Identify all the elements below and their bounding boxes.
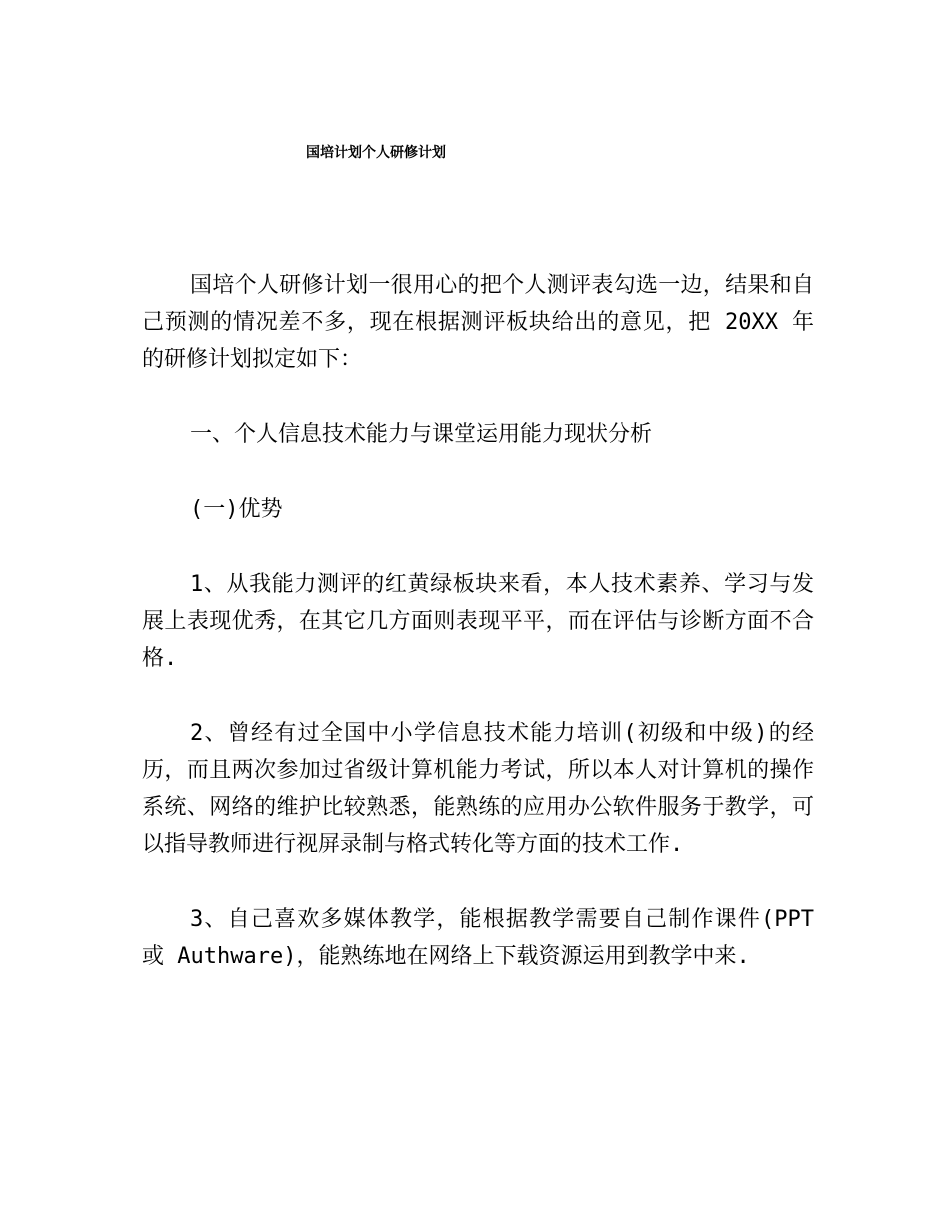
document-body xyxy=(142,267,814,1013)
section-heading: 一、个人信息技术能力与课堂运用能力现状分析 xyxy=(190,422,653,447)
paragraph-item-2: 2、曾经有过全国中小学信息技术能力培训(初级和中级)的经历，而且两次参加过省级计算机能力考试，所以本人对计算机的操作系统、网络的维护比较熟悉，能熟练的应用办公软件服务于教学，可以指导教师进行视屏录制与格式转化等方面的技术工作. xyxy=(142,721,814,857)
document-title: 国培计划个人研修计划 xyxy=(306,145,446,161)
paragraph-item-1: 1、从我能力测评的红黄绿板块来看，本人技术素养、学习与发展上表现优秀，在其它几方面则表现平平，而在评估与诊断方面不合格. xyxy=(142,572,814,671)
subsection-heading: (一)优势 xyxy=(190,497,283,522)
paragraph-intro: 国培个人研修计划一很用心的把个人测评表勾选一边，结果和自己预测的情况差不多，现在根据测评板块给出的意见，把 20XX 年的研修计划拟定如下： xyxy=(142,273,814,372)
paragraph-item-3: 3、自己喜欢多媒体教学，能根据教学需要自己制作课件(PPT 或 Authware)，能熟练地在网络上下载资源运用到教学中来. xyxy=(142,907,814,969)
